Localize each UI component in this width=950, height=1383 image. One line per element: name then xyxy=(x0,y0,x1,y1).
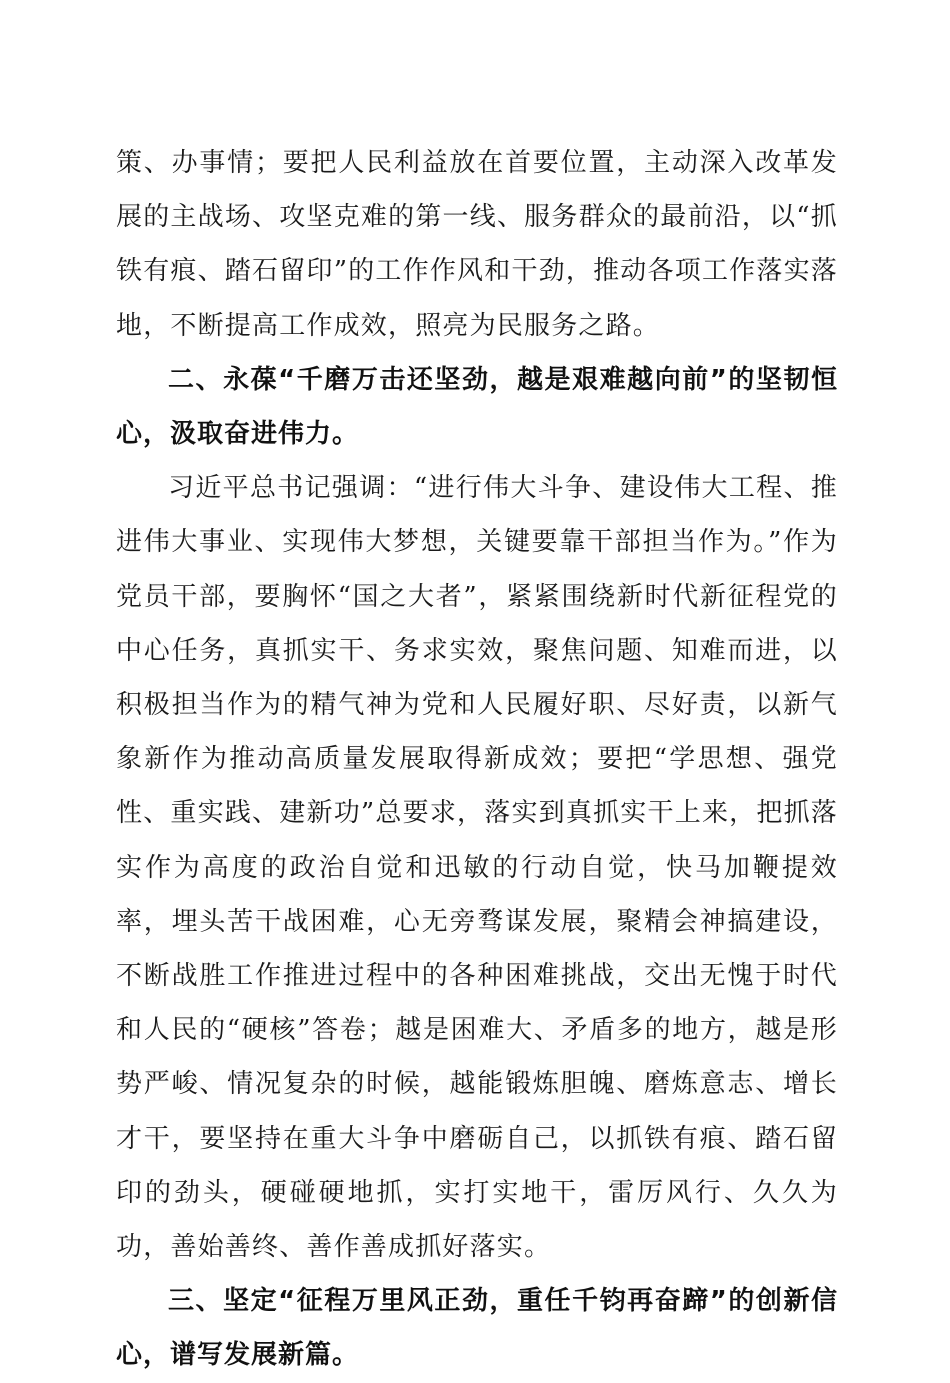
body-paragraph: 习近平总书记强调：“进行伟大斗争、建设伟大工程、推进伟大事业、实现伟大梦想，关键要靠干部担当作为。”作为党员干部，要胸怀“国之大者”，紧紧围绕新时代新征程党的中心任务，真抓实干、务求实效，聚焦问题、知难而进，以积极担当作为的精气神为党和人民履好职、尽好责，以新气象新作为推动高质量发展取得新成效；要把“学思想、强党性、重实践、建新功”总要求，落实到真抓实干上来，把抓落实作为高度的政治自觉和迅敏的行动自觉，快马加鞭提效率，埋头苦干战困难，心无旁骛谋发展，聚精会神搞建设，不断战胜工作推进过程中的各种困难挑战，交出无愧于时代和人民的“硬核”答卷；越是困难大、矛盾多的地方，越是形势严峻、情况复杂的时候，越能锻炼胆魄、磨炼意志、增长才干，要坚持在重大斗争中磨砺自己，以抓铁有痕、踏石留印的劲头，硬碰硬地抓，实打实地干，雷厉风行、久久为功，善始善终、善作善成抓好落实。 xyxy=(116,473,838,1263)
section-heading: 三、坚定“征程万里风正劲，重任千钧再奋蹄”的创新信心，谱写发展新篇。 xyxy=(116,1286,838,1371)
body-paragraph: 策、办事情；要把人民利益放在首要位置，主动深入改革发展的主战场、攻坚克难的第一线、服务群众的最前沿，以“抓铁有痕、踏石留印”的工作作风和干劲，推动各项工作落实落地，不断提高工作成效，照亮为民服务之路。 xyxy=(116,148,838,341)
section-heading: 二、永葆“千磨万击还坚劲，越是艰难越向前”的坚韧恒心，汲取奋进伟力。 xyxy=(116,364,838,450)
document-page xyxy=(116,136,838,1383)
